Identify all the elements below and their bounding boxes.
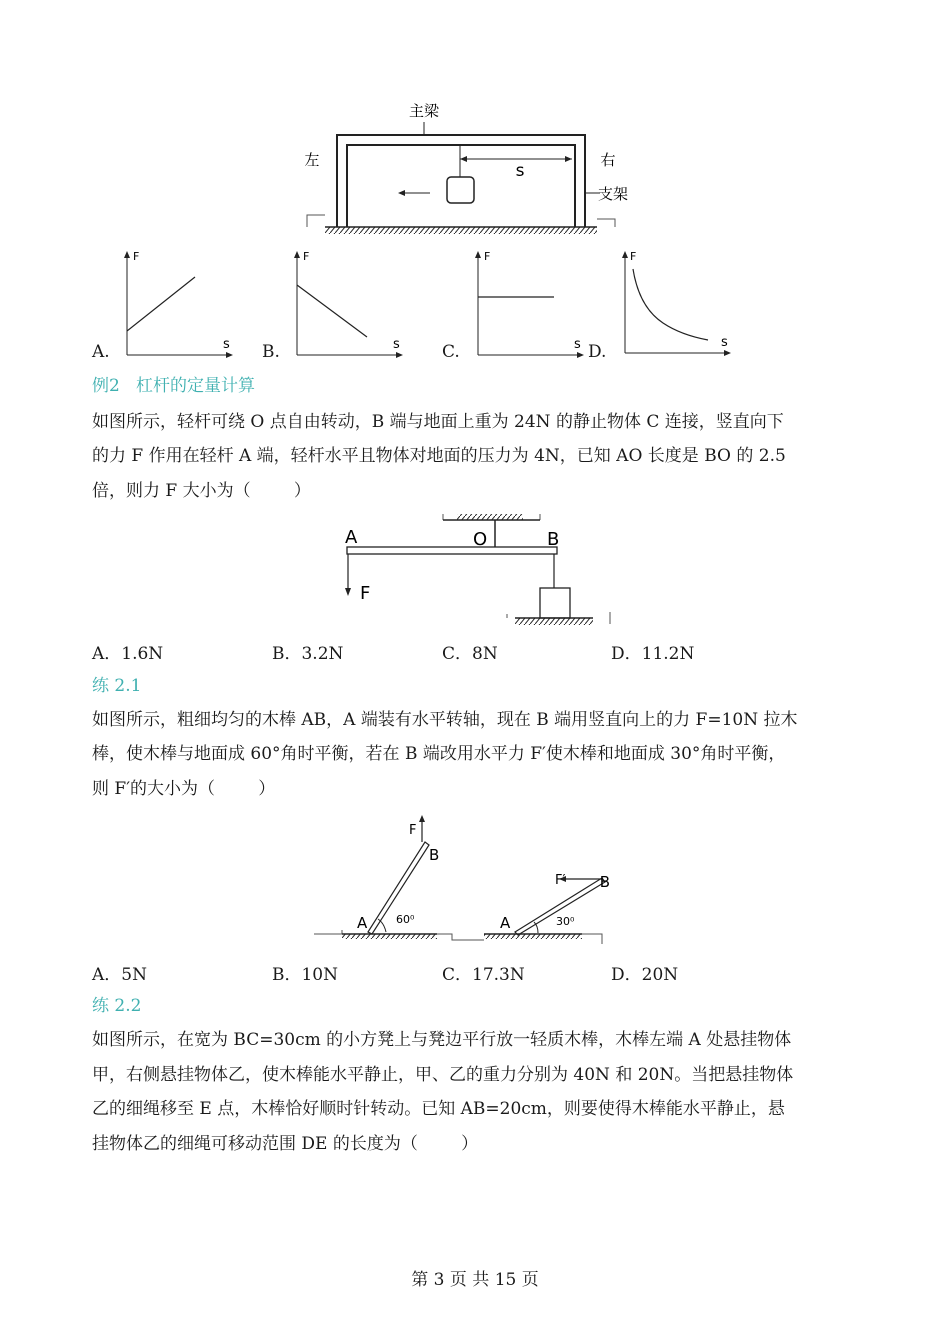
graph-option-b-label[interactable]: B. [262,342,280,362]
practice21-option-a[interactable]: A．5N [92,965,147,985]
left-label: 左 [304,151,320,169]
example2-option-c[interactable]: C．8N [442,644,498,664]
label-f: F [409,823,417,838]
practice21-heading: 练 2.1 [92,676,142,696]
graph-option-d-label[interactable]: D. [588,342,607,362]
label-a1: A [357,914,368,932]
label-f-prime: F′ [555,873,566,888]
practice22-line-2: 甲，右侧悬挂物体乙，使木棒能水平静止，甲、乙的重力分别为 40N 和 20N。当把悬挂物体 [92,1065,794,1085]
axis-s-label: s [223,337,230,352]
example2-option-a[interactable]: A．1.6N [92,644,164,664]
practice22-heading: 练 2.2 [92,996,142,1016]
practice21-line-2: 棒，使木棒与地面成 60°角时平衡，若在 B 端改用水平力 F′使木棒和地面成 30°角时平衡， [92,744,786,764]
axis-s-label: s [574,337,581,352]
object-c [540,588,570,618]
axis-f-label: F [630,250,637,263]
practice22-line-1: 如图所示，在宽为 BC=30cm 的小方凳上与凳边平行放一轻质木棒，木棒左端 A 处悬挂物体 [92,1030,792,1050]
example2-option-d[interactable]: D．11.2N [611,644,695,664]
axis-s-label: s [393,337,400,352]
practice21-option-b[interactable]: B．10N [272,965,338,985]
axis-f-label: F [484,250,491,263]
label-a: A [345,527,358,548]
rod-figure [312,812,612,947]
graph-option-a-label[interactable]: A. [92,342,110,362]
practice21-option-d[interactable]: D．20N [611,965,679,985]
label-o: O [473,529,488,550]
practice21-line-3: 则 F′的大小为（ ） [92,779,276,799]
right-label: 右 [600,151,616,169]
label-a2: A [500,914,511,932]
label-b1: B [429,846,440,864]
label-b: B [547,529,560,550]
label-b2: B [599,873,610,891]
graph-option-c-label[interactable]: C. [442,342,460,362]
axis-f-label: F [133,250,140,263]
practice22-line-4: 挂物体乙的细绳可移动范围 DE 的长度为（ ） [92,1134,479,1154]
graph-option-a[interactable] [115,245,240,360]
page-footer: 第 3 页 共 15 页 [411,1270,539,1290]
lever-figure [335,510,620,632]
axis-f-label: F [303,250,310,263]
practice21-line-1: 如图所示，粗细均匀的木棒 AB，A 端装有水平转轴，现在 B 端用竖直向上的力 F=10N 拉木 [92,710,798,730]
example2-line-1: 如图所示，轻杆可绕 O 点自由转动，B 端与地面上重为 24N 的静止物体 C 连接，竖直向下 [92,412,784,432]
angle-30: 30⁰ [556,915,575,928]
graph-option-b[interactable] [285,245,410,360]
crane-figure [290,95,630,245]
practice21-option-c[interactable]: C．17.3N [442,965,525,985]
graph-option-c[interactable] [466,245,591,360]
lever-bar [347,547,557,554]
label-f: F [360,583,371,604]
main-beam-label: 主梁 [408,102,440,120]
example2-line-3: 倍，则力 F 大小为（ ） [92,481,311,501]
example2-heading: 例2 杠杆的定量计算 [92,376,256,396]
load-block [447,177,474,203]
example2-line-2: 的力 F 作用在轻杆 A 端，轻杆水平且物体对地面的压力为 4N，已知 AO 长度是 BO 的 2.5 [92,446,786,466]
example2-option-b[interactable]: B．3.2N [272,644,344,664]
s-label: s [515,161,525,181]
practice22-line-3: 乙的细绳移至 E 点，木棒恰好顺时针转动。已知 AB=20cm，则要使得木棒能水平静止，悬 [92,1099,785,1119]
angle-60: 60⁰ [396,913,415,926]
graph-option-d[interactable] [613,245,738,360]
axis-s-label: s [721,335,728,350]
bracket-label: 支架 [597,185,628,203]
